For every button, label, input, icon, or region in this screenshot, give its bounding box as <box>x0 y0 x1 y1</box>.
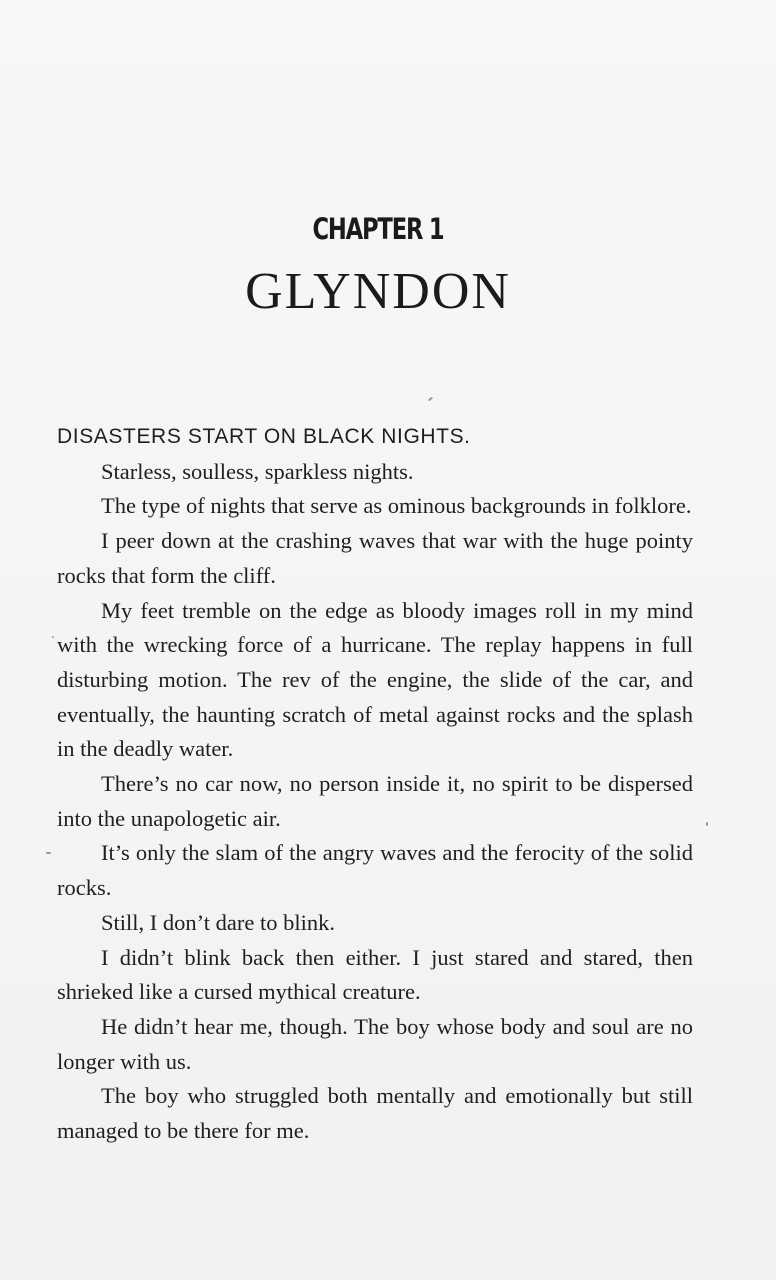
chapter-title: GLYNDON <box>245 263 511 320</box>
paragraph: There’s no car now, no person inside it, no spirit to be dispersed into the unapologetic air. <box>57 771 693 831</box>
chapter-number: CHAPTER 1 <box>312 212 444 246</box>
paragraph: He didn’t hear me, though. The boy whose body and soul are no longer with us. <box>57 1013 693 1074</box>
paragraph: I peer down at the crashing waves that war with the huge pointy rocks that form the cliff. <box>57 528 693 588</box>
paragraph: The type of nights that serve as ominous backgrounds in folklore. <box>101 493 692 519</box>
chapter-body <box>57 420 693 1149</box>
paper-speck <box>52 636 54 638</box>
paragraph: Still, I don’t dare to blink. <box>101 909 335 935</box>
paragraph: My feet tremble on the edge as bloody images roll in my mind with the wrecking force of a hurricane. The replay happens in full disturbing motion. The rev of the engine, the slide of the car, and eventually, the haunting scratch of metal against rocks and the splash in the deadly water. <box>57 597 693 762</box>
paper-speck <box>428 397 433 402</box>
paper-speck <box>46 852 51 854</box>
paragraph: The boy who struggled both mentally and emotionally but still managed to be there for me. <box>57 1083 693 1144</box>
paragraph: I didn’t blink back then either. I just stared and stared, then shrieked like a cursed mythical creature. <box>57 944 693 1005</box>
opening-line: DISASTERS START ON BLACK NIGHTS. <box>57 425 471 448</box>
paper-speck <box>706 822 708 826</box>
paragraph: Starless, soulless, sparkless nights. <box>101 458 414 484</box>
paragraph: It’s only the slam of the angry waves and the ferocity of the solid rocks. <box>57 840 693 901</box>
